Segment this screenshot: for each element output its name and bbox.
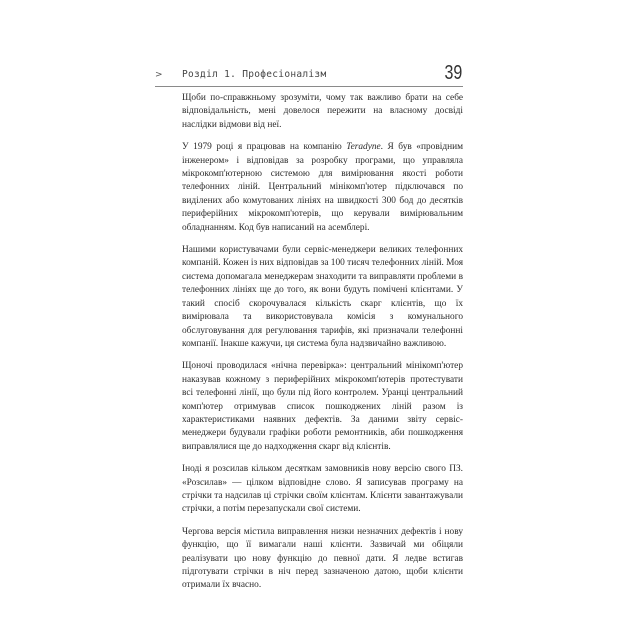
page-number: 39 <box>444 62 462 84</box>
paragraph-5: Іноді я розсилав кільком десяткам замовників нову версію свого ПЗ. «Розсилав» — цілком відповідне слово. Я записував програму на стрічки та надсилав ці стрічки своїм клієнтам. Клієнти завантажували стрічки, а потім перезапускали свої системи. <box>182 464 463 515</box>
paragraph-1: Щоби по-справжньому зрозуміти, чому так важливо брати на себе відповідальність, мені довелося пережити на власному досвіді наслідки відмови від неї. <box>182 93 463 130</box>
paragraph-2: У 1979 році я працював на компанію Teradyne. Я був «провідним інженером» і відповідав за розробку програми, що управляла мікрокомп'ютерною системою для вимірювання якості роботи телефонних ліній. Центральний мінікомп'ютер підключався по виділених або комутованих лініях на швидкості 300 бод до десятків периферійних мікрокомп'ютерів, що керували вимірювальним обладнанням. Код був написаний на асемблері. <box>182 142 463 233</box>
running-header <box>155 62 463 87</box>
paragraph-3: Нашими користувачами були сервіс-менеджери великих телефонних компаній. Кожен із них відповідав за 100 тисяч телефонних ліній. Моя система допомагала менеджерам знаходити та виправляти проблеми в телефонних лініях ще до того, як вони будуть помічені клієнтами. У такий спосіб скорочувалася кількість скарг клієнтів, що їх вимірювала та використовувала комісія з комунального обслуговування для регулювання тарифів, які призначали телефонні компанії. Інакше кажучи, ця система була надзвичайно важливою. <box>182 245 464 349</box>
chevron-right-icon: > <box>155 70 163 80</box>
paragraph-4: Щоночі проводилася «нічна перевірка»: центральний мінікомп'ютер наказував кожному з периферійних мікрокомп'ютерів протестувати всі телефонні лінії, що були під його контролем. Уранці центральний комп'ютер отримував список пошкоджених ліній разом із характеристиками наявних дефектів. За даними звіту сервіс-менеджери будували графіки роботи ремонтників, аби пошкодження виправлялися ще до надходження скарг від клієнтів. <box>182 361 463 452</box>
chapter-title: Розділ 1. Професіоналізм <box>182 69 327 80</box>
paragraph-6: Чергова версія містила виправлення низки незначних дефектів і нову функцію, що її вимагали наші клієнти. Зазвичай ми обіцяли реалізувати цю нову функцію до певної дати. Я ледве встигав підготувати стрічки в ніч перед зазначеною датою, щоби клієнти отримали їх вчасно. <box>182 526 463 591</box>
company-name: Teradyne <box>346 142 381 153</box>
body-text <box>182 92 463 602</box>
